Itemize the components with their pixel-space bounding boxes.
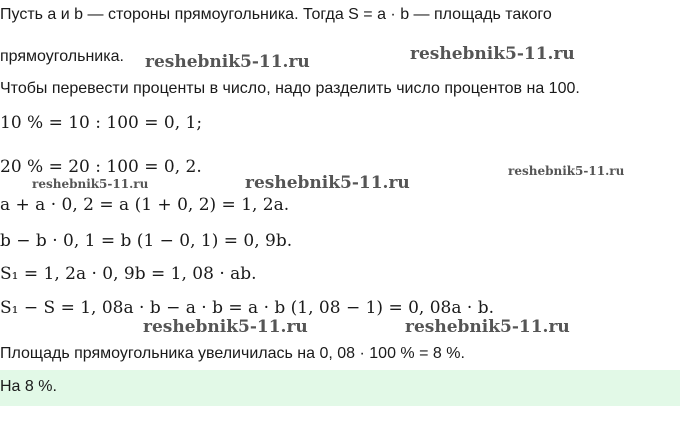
text-line-1: Пусть a и b — стороны прямоугольника. Тогда S = a · b — площадь такого [0,6,552,23]
watermark: reshebnik5-11.ru [143,317,308,337]
formula-new-area: S₁ = 1, 2a · 0, 9b = 1, 08 · ab. [0,264,257,284]
watermark: reshebnik5-11.ru [410,44,575,64]
watermark: reshebnik5-11.ru [245,173,410,193]
text-line-2: прямоугольника. [0,48,124,65]
formula-20-percent: 20 % = 20 : 100 = 0, 2. [0,157,202,177]
answer-text: На 8 %. [0,378,57,395]
answer-box [0,370,680,406]
conclusion-line: Площадь прямоугольника увеличилась на 0, 08 · 100 % = 8 %. [0,345,465,362]
formula-area-difference: S₁ − S = 1, 08a · b − a · b = a · b (1, 08 − 1) = 0, 08a · b. [0,298,494,318]
watermark: reshebnik5-11.ru [32,177,149,191]
watermark: reshebnik5-11.ru [145,52,310,72]
formula-side-a: a + a · 0, 2 = a (1 + 0, 2) = 1, 2a. [0,195,290,215]
formula-side-b: b − b · 0, 1 = b (1 − 0, 1) = 0, 9b. [0,231,293,251]
watermark: reshebnik5-11.ru [405,317,570,337]
watermark: reshebnik5-11.ru [508,164,625,178]
formula-10-percent: 10 % = 10 : 100 = 0, 1; [0,113,203,133]
text-line-3: Чтобы перевести проценты в число, надо разделить число процентов на 100. [0,80,580,97]
